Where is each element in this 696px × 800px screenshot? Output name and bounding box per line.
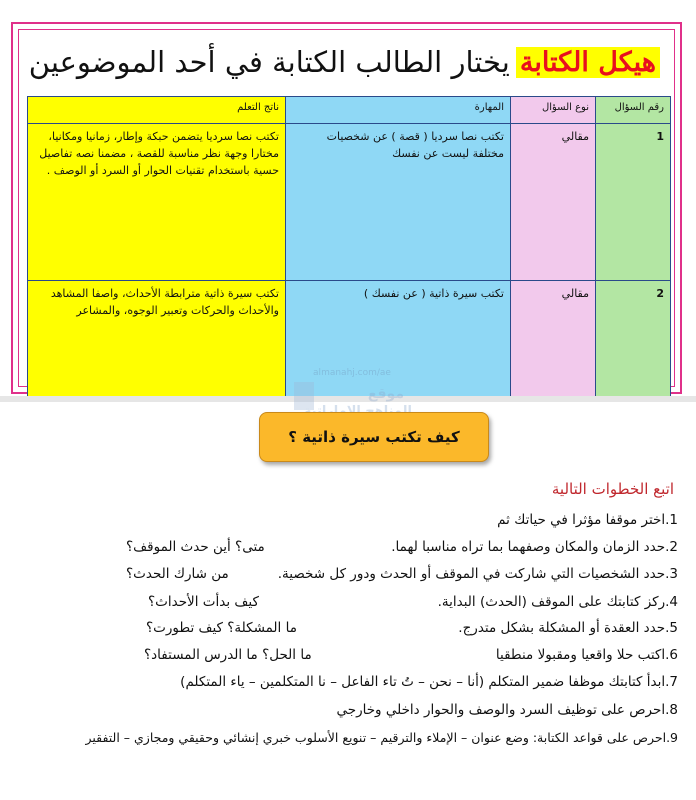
header-question-type: نوع السؤال	[511, 97, 596, 124]
step-text: ابدأ كتابتك موظفا ضمير المتكلم (أنا – نحن – تُ تاء الفاعل – نا المتكلمين – ياء المتكلم)	[180, 674, 666, 690]
step-number: 3.	[665, 566, 678, 582]
step-item	[18, 535, 678, 559]
header-learning-outcome: ناتج التعلم	[28, 97, 286, 124]
step-text: احرص على توظيف السرد والوصف والحوار داخلي وخارجي	[336, 702, 666, 718]
step-number: 1.	[665, 512, 678, 528]
step-item	[18, 562, 678, 586]
step-guiding-question: ما المشكلة؟ كيف تطورت؟	[146, 620, 297, 636]
row-type: مقالي	[511, 124, 596, 281]
page-title	[29, 32, 660, 92]
step-number: 9.	[666, 730, 678, 745]
question-box: كيف تكتب سيرة ذاتية ؟	[259, 412, 489, 462]
step-guiding-question: كيف بدأت الأحداث؟	[148, 594, 259, 610]
step-text: حدد العقدة أو المشكلة بشكل متدرج.	[458, 620, 666, 636]
step-number: 2.	[665, 539, 678, 555]
step-number: 7.	[665, 674, 678, 690]
step-item	[18, 698, 678, 722]
row-type: مقالي	[511, 281, 596, 398]
step-number: 6.	[665, 647, 678, 663]
steps-title: اتبع الخطوات التالية	[551, 480, 674, 498]
step-text: حدد الشخصيات التي شاركت في الموقف أو الحدث ودور كل شخصية.	[277, 566, 666, 582]
table-row	[28, 124, 671, 281]
step-item	[18, 616, 678, 640]
watermark-line1: موقع	[367, 386, 404, 402]
writing-structure-table	[27, 96, 671, 398]
step-item	[18, 508, 678, 532]
step-guiding-question: متى؟ أين حدث الموقف؟	[126, 539, 265, 555]
step-text: ركز كتابتك على الموقف (الحدث) البداية.	[437, 594, 666, 610]
step-guiding-question: من شارك الحدث؟	[126, 566, 229, 582]
step-item	[18, 590, 678, 614]
title-text: يختار الطالب الكتابة في أحد الموضوعين	[28, 45, 510, 79]
table-header-row	[28, 97, 671, 124]
step-item	[18, 643, 678, 667]
row-skill: تكتب نصا سرديا ( قصة ) عن شخصيات مختلفة ليست عن نفسك	[286, 124, 511, 281]
step-number: 4.	[665, 594, 678, 610]
row-outcome: تكتب سيرة ذاتية مترابطة الأحداث، واصفا المشاهد والأحداث والحركات وتعبير الوجوه، والمشاعر	[28, 281, 286, 398]
step-number: 8.	[665, 702, 678, 718]
row-outcome: تكتب نصا سرديا يتضمن حبكة وإطار، زمانيا ومكانيا، مختارا وجهة نظر مناسبة للقصة ، مضمنا نصه تفاصيل حسية باستخدام تقنيات الحوار أو السرد أو الوصف .	[28, 124, 286, 281]
title-highlight: هيكل الكتابة	[516, 47, 660, 78]
step-number: 5.	[665, 620, 678, 636]
step-text: اكتب حلا واقعيا ومقبولا منطقيا	[495, 647, 666, 663]
step-guiding-question: ما الحل؟ ما الدرس المستفاد؟	[144, 647, 312, 663]
row-number: 1	[596, 124, 671, 281]
header-question-number: رقم السؤال	[596, 97, 671, 124]
row-number: 2	[596, 281, 671, 398]
row-skill: تكتب سيرة ذاتية ( عن نفسك )	[286, 281, 511, 398]
outline-frame	[11, 22, 682, 394]
step-text: اختر موقفا مؤثرا في حياتك ثم	[497, 512, 666, 528]
watermark-url: almanahj.com/ae	[313, 368, 391, 378]
header-skill: المهارة	[286, 97, 511, 124]
step-text: حدد الزمان والمكان وصفهما بما تراه مناسبا لهما.	[391, 539, 666, 555]
step-text: احرص على قواعد الكتابة: وضع عنوان – الإملاء والترقيم – تنويع الأسلوب خبري إنشائي وحقيقي ومجازي – التفقير	[85, 730, 667, 745]
step-item	[18, 726, 678, 750]
step-item	[18, 670, 678, 694]
